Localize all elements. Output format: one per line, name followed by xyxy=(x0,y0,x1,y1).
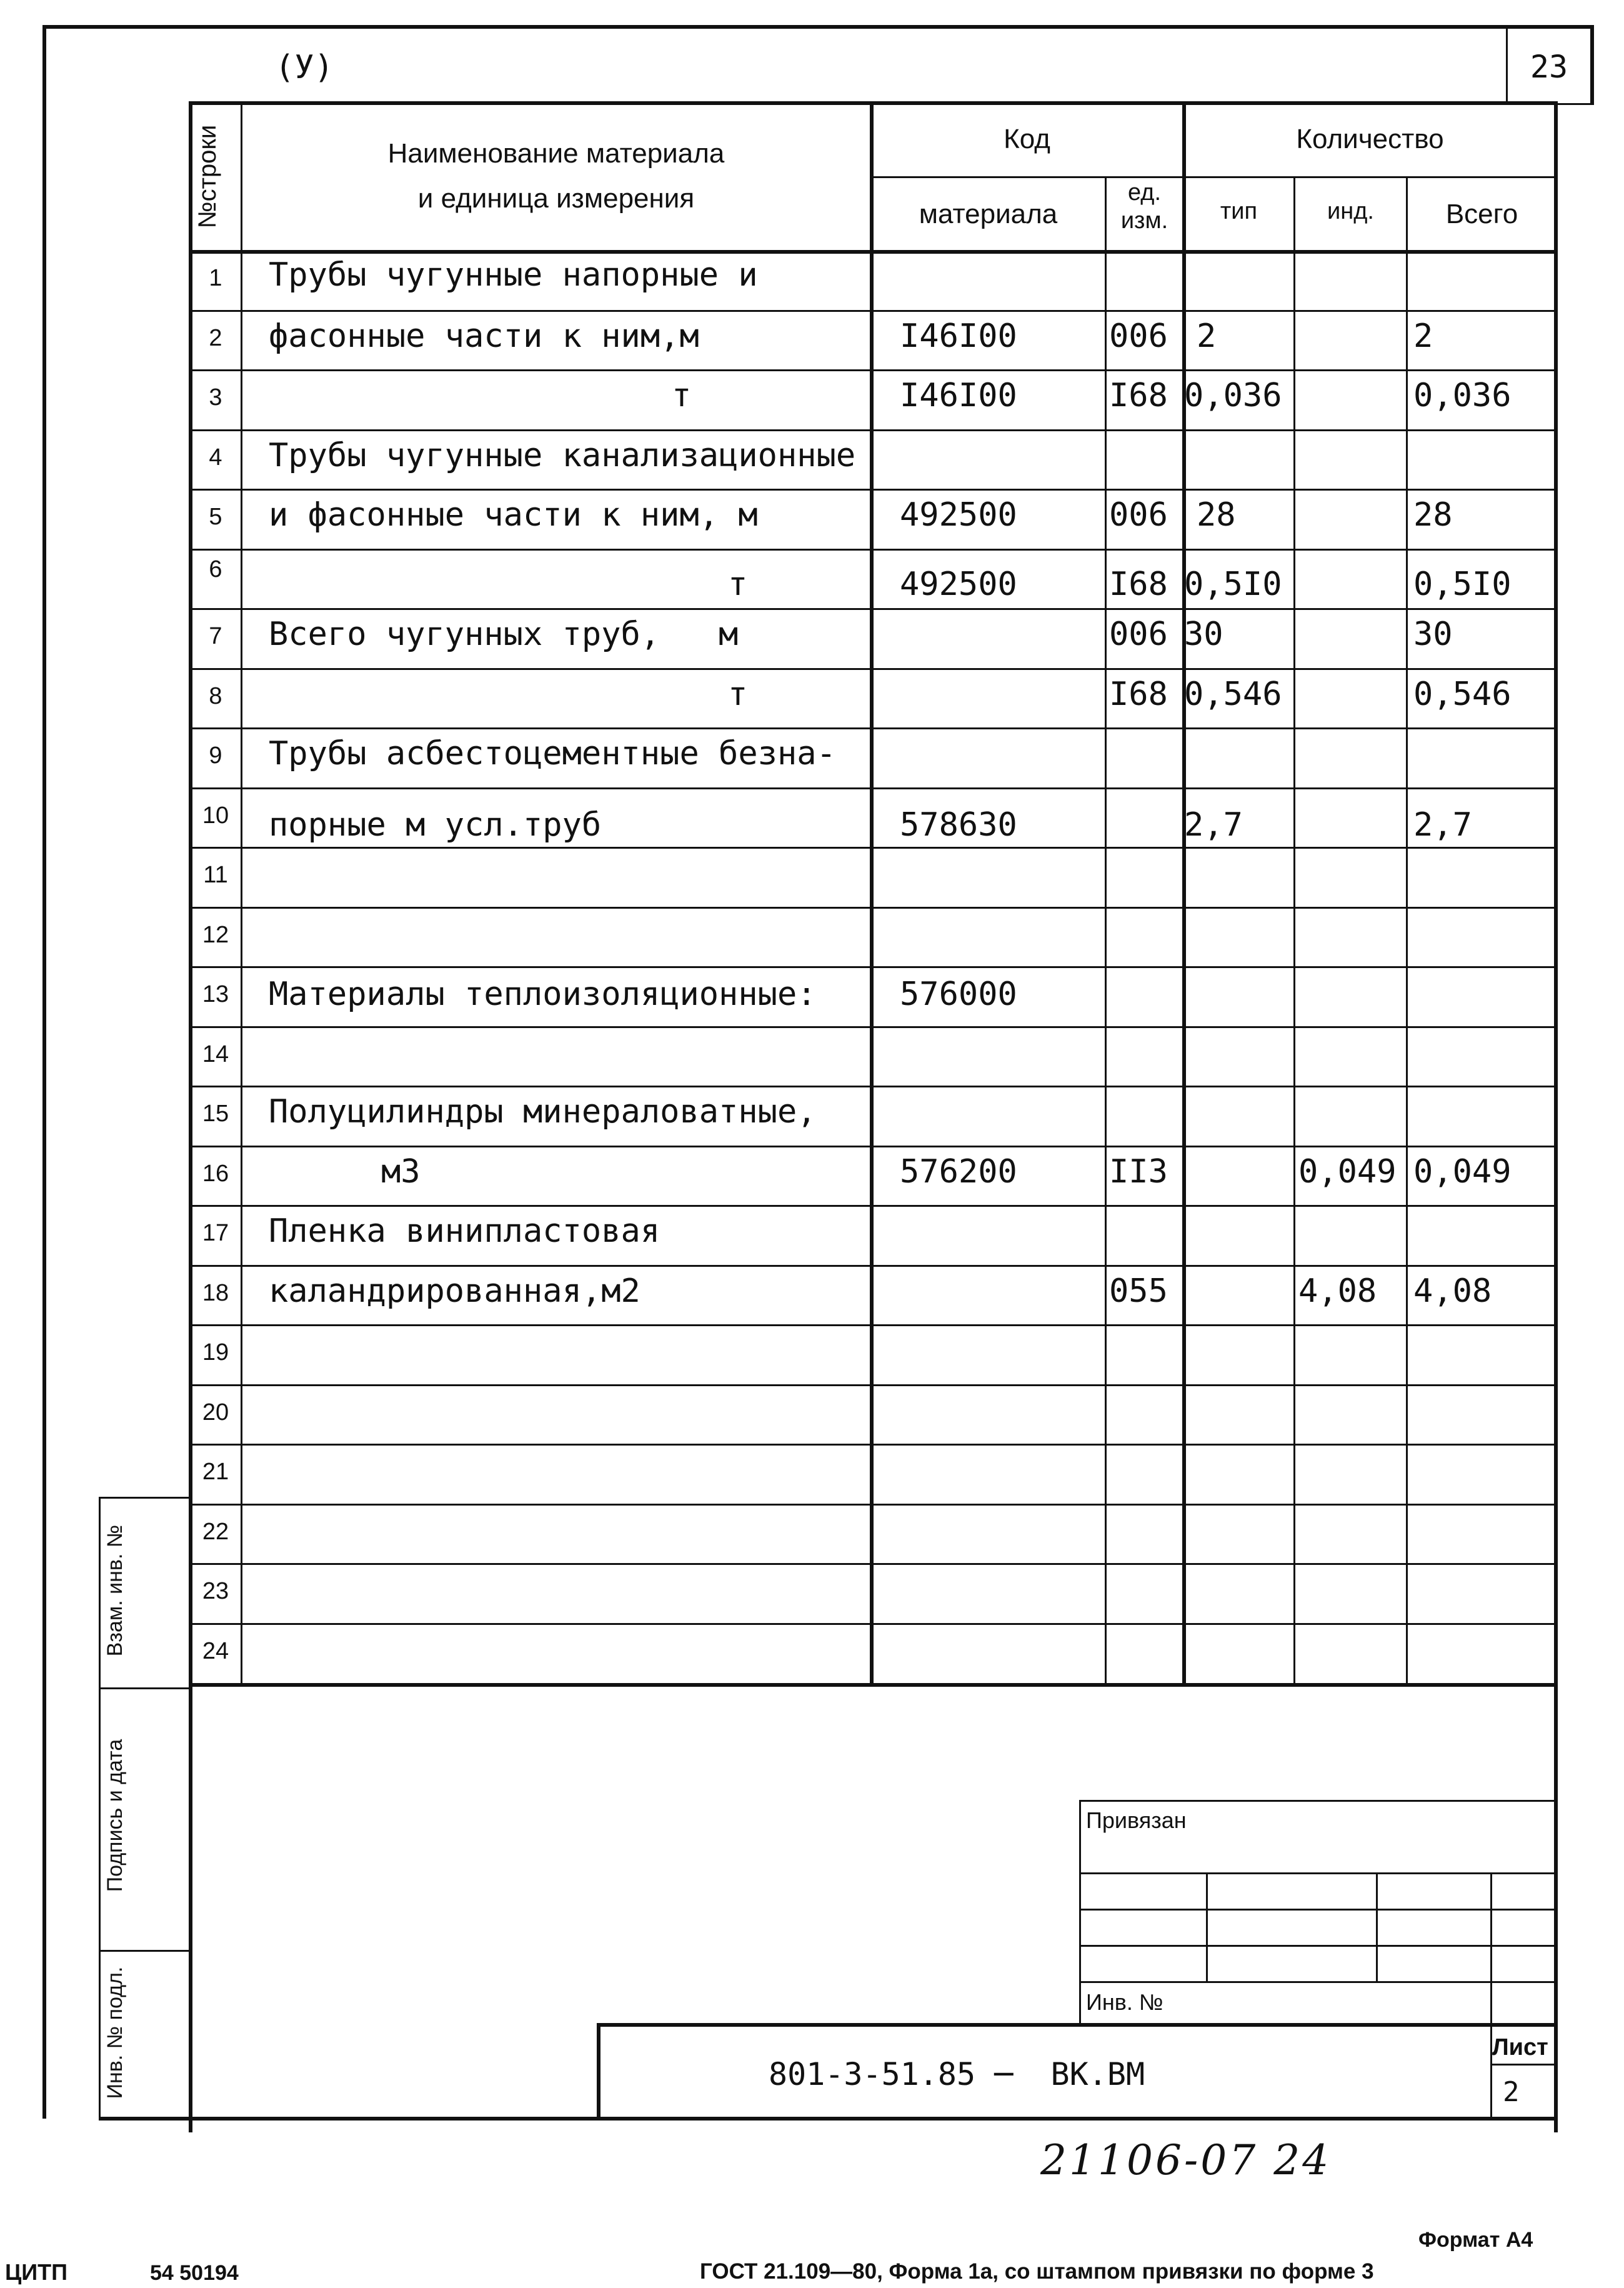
sheet-label: Лист xyxy=(1492,2034,1548,2061)
row-number: 14 xyxy=(202,1041,229,1067)
side-label-replacement-inv: Взам. инв. № xyxy=(103,1524,127,1657)
row-line xyxy=(189,1563,1558,1565)
row-qty-total: 0,049 xyxy=(1413,1153,1512,1191)
stamp-grid-line xyxy=(1079,1945,1556,1947)
document-designation: 801-3-51.85 ─ ВК.ВМ xyxy=(769,2056,1145,2092)
row-unit-code: I68 xyxy=(1109,377,1168,414)
sheet-bottom-line xyxy=(99,2117,1558,2121)
row-number: 7 xyxy=(209,623,222,649)
row-line xyxy=(189,1086,1558,1087)
stamp-grid-line xyxy=(1079,1981,1556,1983)
row-material-code: I46I00 xyxy=(900,317,1017,355)
row-line xyxy=(189,1324,1558,1326)
format-label: Формат А4 xyxy=(1418,2228,1533,2252)
row-unit-code: II3 xyxy=(1109,1153,1168,1191)
stamp-top-line xyxy=(1079,1800,1556,1802)
row-name: м3 xyxy=(381,1153,421,1191)
side-label-signature-date: Подпись и дата xyxy=(103,1739,127,1892)
row-number: 24 xyxy=(202,1638,229,1664)
row-unit-code: 006 xyxy=(1109,317,1168,355)
frame-top-border xyxy=(42,25,1592,29)
title-block-sheet-line xyxy=(1490,2064,1558,2066)
row-line xyxy=(189,1504,1558,1506)
row-name: каландрированная,м2 xyxy=(269,1272,640,1310)
row-qty-total: 28 xyxy=(1413,496,1453,534)
title-block-top xyxy=(597,2023,1558,2027)
row-name: Полуцилиндры минераловатные, xyxy=(269,1093,817,1131)
col-line-type xyxy=(1293,176,1295,1683)
row-number: 6 xyxy=(209,556,222,582)
row-number: 19 xyxy=(202,1339,229,1366)
row-material-code: 492500 xyxy=(900,566,1017,603)
row-qty-type: 2 xyxy=(1197,317,1217,355)
row-number: 21 xyxy=(202,1459,229,1485)
row-number: 10 xyxy=(202,802,229,829)
stamp-inv-label: Инв. № xyxy=(1086,1989,1163,2015)
row-number: 20 xyxy=(202,1399,229,1426)
header-code: Код xyxy=(1004,124,1050,154)
row-qty-ind: 0,049 xyxy=(1298,1153,1397,1191)
row-qty-type: 0,036 xyxy=(1184,377,1282,414)
row-line xyxy=(189,608,1558,610)
stamp-grid-col xyxy=(1490,1872,1492,2025)
row-qty-total: 0,036 xyxy=(1413,377,1512,414)
row-name: Трубы асбестоцементные безна- xyxy=(269,735,836,772)
row-number: 23 xyxy=(202,1578,229,1604)
col-line-unit xyxy=(1182,101,1186,1683)
row-qty-type: 0,546 xyxy=(1184,676,1282,713)
row-qty-total: 2 xyxy=(1413,317,1433,355)
standard-label: ГОСТ 21.109—80, Форма 1а, со штампом привязки по форме 3 xyxy=(700,2259,1374,2284)
page-mark: (У) xyxy=(275,49,334,86)
row-material-code: I46I00 xyxy=(900,377,1017,414)
row-line xyxy=(189,1444,1558,1446)
row-number: 11 xyxy=(203,862,228,888)
row-number: 18 xyxy=(202,1280,229,1306)
row-line xyxy=(189,310,1558,312)
row-line xyxy=(189,966,1558,968)
row-unit-code: 006 xyxy=(1109,616,1168,653)
row-qty-ind: 4,08 xyxy=(1298,1272,1377,1310)
header-code-unit-line1: ед. xyxy=(1127,179,1162,206)
row-number: 3 xyxy=(209,384,222,411)
stamp-bound-label: Привязан xyxy=(1086,1807,1187,1833)
row-number: 13 xyxy=(202,981,229,1007)
header-code-unit-line2: изм. xyxy=(1120,207,1168,234)
row-name: Трубы чугунные напорные и xyxy=(269,256,758,294)
row-line xyxy=(189,1205,1558,1207)
stamp-grid-line xyxy=(1079,1909,1556,1911)
row-unit-code: 055 xyxy=(1109,1272,1168,1310)
col-line-material xyxy=(1105,176,1107,1683)
header-row-number: №строки xyxy=(194,124,221,229)
stamp-grid-line xyxy=(1079,1872,1556,1874)
row-name: т xyxy=(728,676,748,713)
row-unit-code: 006 xyxy=(1109,496,1168,534)
table-right-border xyxy=(1554,101,1558,2132)
table-bottom-line xyxy=(189,1683,1558,1687)
row-name: фасонные части к ним,м xyxy=(269,317,699,355)
org-label: ЦИТП xyxy=(5,2259,68,2285)
row-name: Материалы теплоизоляционные: xyxy=(269,976,817,1013)
header-name-line1: Наименование материала xyxy=(387,138,725,169)
stamp-grid-col xyxy=(1206,1872,1208,1981)
row-line xyxy=(189,1026,1558,1028)
handwritten-number: 21106-07 24 xyxy=(1040,2136,1332,2184)
row-number: 5 xyxy=(209,504,222,530)
row-number: 1 xyxy=(209,265,222,291)
row-qty-type: 28 xyxy=(1197,496,1236,534)
row-qty-type: 30 xyxy=(1184,616,1223,653)
row-line xyxy=(189,1623,1558,1625)
row-name: и фасонные части к ним, м xyxy=(269,496,758,534)
title-block-left xyxy=(597,2023,600,2119)
row-qty-type: 0,5I0 xyxy=(1184,566,1282,603)
row-name: Трубы чугунные канализационные xyxy=(269,437,856,474)
header-code-material: материала xyxy=(919,199,1058,229)
col-line-ind xyxy=(1406,176,1408,1683)
row-qty-total: 2,7 xyxy=(1413,806,1472,844)
row-material-code: 576000 xyxy=(900,976,1017,1013)
header-qty-type: тип xyxy=(1220,198,1258,224)
row-line xyxy=(189,1146,1558,1147)
row-number: 15 xyxy=(202,1101,229,1127)
stamp-left-line xyxy=(1079,1800,1081,2025)
row-material-code: 578630 xyxy=(900,806,1017,844)
order-number: 54 50194 xyxy=(150,2261,239,2285)
row-line xyxy=(189,847,1558,849)
row-line xyxy=(189,727,1558,729)
header-mid-line xyxy=(872,176,1556,178)
row-number: 16 xyxy=(202,1161,229,1187)
sheet-corner-number: 23 xyxy=(1530,49,1568,85)
header-quantity: Количество xyxy=(1296,124,1444,154)
header-qty-total: Всего xyxy=(1445,199,1518,229)
row-number: 9 xyxy=(209,742,222,769)
row-qty-total: 30 xyxy=(1413,616,1453,653)
row-qty-total: 0,5I0 xyxy=(1413,566,1512,603)
frame-left-border xyxy=(42,25,46,2119)
row-name: т xyxy=(728,566,748,603)
row-name: порные м усл.труб xyxy=(269,806,602,844)
row-unit-code: I68 xyxy=(1109,566,1168,603)
sheet-number: 2 xyxy=(1503,2076,1520,2108)
row-line xyxy=(189,787,1558,789)
row-name: Всего чугунных труб, м xyxy=(269,616,739,653)
row-number: 12 xyxy=(202,922,229,948)
row-line xyxy=(189,549,1558,551)
row-number: 17 xyxy=(202,1220,229,1246)
row-line xyxy=(189,668,1558,670)
row-line xyxy=(189,1384,1558,1386)
row-line xyxy=(189,369,1558,371)
row-qty-type: 2,7 xyxy=(1184,806,1243,844)
row-qty-total: 0,546 xyxy=(1413,676,1512,713)
side-label-original-inv: Инв. № подл. xyxy=(103,1966,127,2099)
row-material-code: 492500 xyxy=(900,496,1017,534)
row-number: 8 xyxy=(209,683,222,709)
col-line-rowno xyxy=(241,101,242,1683)
row-number: 2 xyxy=(209,325,222,351)
row-line xyxy=(189,907,1558,909)
side-column-left xyxy=(99,1497,101,2119)
row-number: 4 xyxy=(209,444,222,471)
header-name-line2: и единица измерения xyxy=(417,183,695,214)
stamp-grid-col xyxy=(1376,1872,1378,1981)
row-unit-code: I68 xyxy=(1109,676,1168,713)
row-line xyxy=(189,429,1558,431)
row-material-code: 576200 xyxy=(900,1153,1017,1191)
header-qty-ind: инд. xyxy=(1327,198,1374,224)
row-name: Пленка винипластовая xyxy=(269,1212,660,1250)
row-name: т xyxy=(672,377,692,414)
row-qty-total: 4,08 xyxy=(1413,1272,1492,1310)
col-line-name xyxy=(870,101,874,1683)
row-number: 22 xyxy=(202,1519,229,1545)
row-line xyxy=(189,1265,1558,1267)
row-line xyxy=(189,489,1558,491)
